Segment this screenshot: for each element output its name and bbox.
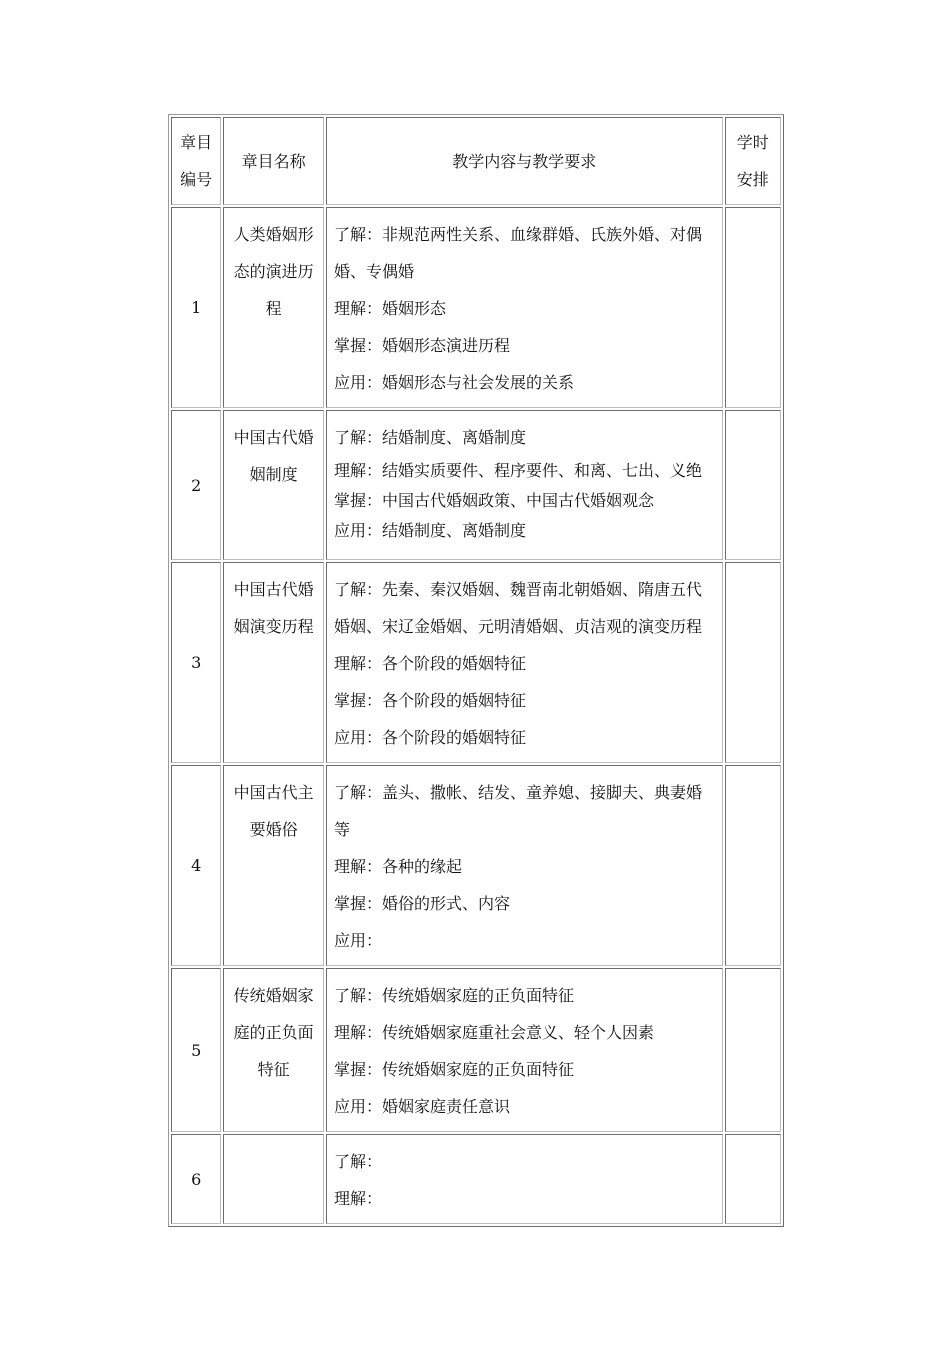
content-line: 应用：各个阶段的婚姻特征 xyxy=(333,728,526,747)
content-line: 应用：结婚制度、离婚制度 xyxy=(333,521,526,540)
chapter-name: 人类婚姻形态的演进历程 xyxy=(223,207,324,408)
syllabus-table xyxy=(168,114,784,1227)
chapter-number: 6 xyxy=(171,1134,221,1224)
content-line: 了解：传统婚姻家庭的正负面特征 xyxy=(333,986,574,1005)
content-line: 应用：婚姻家庭责任意识 xyxy=(333,1097,510,1116)
table-row xyxy=(171,968,781,1132)
content-line: 掌握：中国古代婚姻政策、中国古代婚姻观念 xyxy=(333,491,654,510)
content-line: 理解：结婚实质要件、程序要件、和离、七出、义绝 xyxy=(333,461,702,480)
chapter-hours xyxy=(725,1134,781,1224)
content-line: 掌握：传统婚姻家庭的正负面特征 xyxy=(333,1060,574,1079)
content-line: 掌握：婚俗的形式、内容 xyxy=(333,894,510,913)
content-line: 理解：各种的缘起 xyxy=(333,857,462,876)
content-line: 了解：先秦、秦汉婚姻、魏晋南北朝婚姻、隋唐五代婚姻、宋辽金婚姻、元明清婚姻、贞洁观的演变历程 xyxy=(333,580,702,636)
content-line: 应用： xyxy=(333,931,382,950)
content-line: 了解：非规范两性关系、血缘群婚、氏族外婚、对偶婚、专偶婚 xyxy=(333,225,702,281)
chapter-number: 1 xyxy=(171,207,221,408)
chapter-content xyxy=(326,968,723,1132)
chapter-name: 中国古代婚姻制度 xyxy=(223,410,324,560)
header-chapter-name: 章目名称 xyxy=(223,117,324,205)
content-line: 了解：结婚制度、离婚制度 xyxy=(333,428,526,447)
chapter-hours xyxy=(725,765,781,966)
content-line: 了解： xyxy=(333,1152,382,1171)
document-page xyxy=(168,114,784,1227)
content-line: 掌握：各个阶段的婚姻特征 xyxy=(333,691,526,710)
table-row xyxy=(171,765,781,966)
chapter-number: 2 xyxy=(171,410,221,560)
table-row xyxy=(171,562,781,763)
header-hours: 学时 安排 xyxy=(725,117,781,205)
chapter-content xyxy=(326,562,723,763)
content-line: 应用：婚姻形态与社会发展的关系 xyxy=(333,373,574,392)
chapter-hours xyxy=(725,562,781,763)
chapter-name xyxy=(223,1134,324,1224)
chapter-hours xyxy=(725,968,781,1132)
header-chapter-no: 章目 编号 xyxy=(171,117,221,205)
chapter-name: 传统婚姻家庭的正负面特征 xyxy=(223,968,324,1132)
content-line: 掌握：婚姻形态演进历程 xyxy=(333,336,510,355)
chapter-content xyxy=(326,207,723,408)
chapter-hours xyxy=(725,410,781,560)
header-content: 教学内容与教学要求 xyxy=(326,117,723,205)
content-line: 了解：盖头、撒帐、结发、童养媳、接脚夫、典妻婚等 xyxy=(333,783,702,839)
chapter-hours xyxy=(725,207,781,408)
chapter-name: 中国古代主要婚俗 xyxy=(223,765,324,966)
chapter-content xyxy=(326,410,723,560)
chapter-number: 5 xyxy=(171,968,221,1132)
content-line: 理解：婚姻形态 xyxy=(333,299,446,318)
chapter-number: 3 xyxy=(171,562,221,763)
table-row xyxy=(171,207,781,408)
content-line: 理解： xyxy=(333,1189,382,1208)
chapter-content xyxy=(326,1134,723,1224)
content-line: 理解：传统婚姻家庭重社会意义、轻个人因素 xyxy=(333,1023,654,1042)
table-row xyxy=(171,410,781,560)
chapter-content xyxy=(326,765,723,966)
content-line: 理解：各个阶段的婚姻特征 xyxy=(333,654,526,673)
table-row xyxy=(171,1134,781,1224)
chapter-number: 4 xyxy=(171,765,221,966)
chapter-name: 中国古代婚姻演变历程 xyxy=(223,562,324,763)
table-header-row xyxy=(171,117,781,205)
